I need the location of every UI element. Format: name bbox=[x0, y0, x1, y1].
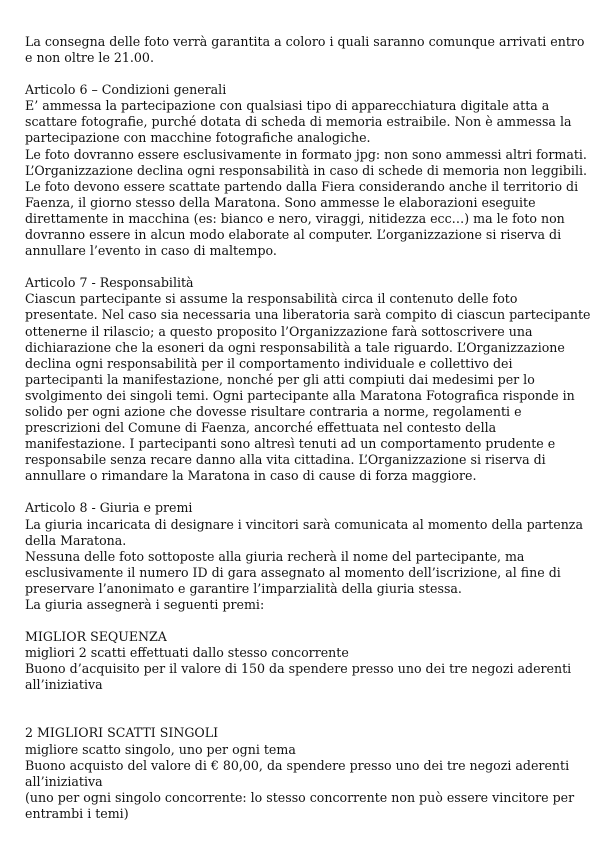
article-8-paragraph-3: La giuria assegnerà i seguenti premi: bbox=[25, 597, 265, 612]
article-6-paragraph-1: E’ ammessa la partecipazione con qualsiasi tipo di apparecchiatura digitale atta a scattare fotografie, purché dotata di scheda di memoria estraibile. Non è ammessa la partecipazione con macchine fotografiche analogiche. bbox=[25, 98, 572, 146]
article-8-paragraph-1: La giuria incaricata di designare i vincitori sarà comunicata al momento della partenza della Maratona. bbox=[25, 516, 583, 548]
prize-2-title: 2 MIGLIORI SCATTI SINGOLI bbox=[25, 725, 219, 741]
document-page bbox=[25, 34, 593, 822]
article-8-heading: Articolo 8 - Giuria e premi bbox=[25, 500, 193, 516]
prize-2-note: (uno per ogni singolo concorrente: lo stesso concorrente non può essere vincitore per entrambi i temi) bbox=[25, 789, 575, 821]
article-6-heading: Articolo 6 – Condizioni generali bbox=[25, 82, 227, 98]
prize-2-voucher: Buono acquisto del valore di € 80,00, da spendere presso uno dei tre negozi aderenti all’iniziativa bbox=[25, 757, 570, 789]
prize-1-description: migliori 2 scatti effettuati dallo stesso concorrente bbox=[25, 645, 349, 661]
article-8-paragraph-2: Nessuna delle foto sottoposte alla giuria recherà il nome del partecipante, ma esclusivamente il numero ID di gara assegnato al momento dell’iscrizione, al fine di preservare l’anonimato e garantire l’imparzialità della giuria stessa. bbox=[25, 548, 561, 596]
article-6-paragraph-2: Le foto dovranno essere esclusivamente in formato jpg: non sono ammessi altri formati. L’Organizzazione declina ogni responsabilità in caso di schede di memoria non leggibili. Le foto devono essere scattate partendo dalla Fiera considerando anche il territorio di Faenza, il giorno stesso della Maratona. Sono ammesse le elaborazioni eseguite direttamente in macchina (es: bianco e nero, viraggi, nitidezza ecc…) ma le foto non dovranno essere in alcun modo elaborate al computer. L’organizzazione si riserva di annullare l’evento in caso di maltempo. bbox=[25, 146, 588, 259]
prize-2-description: migliore scatto singolo, uno per ogni tema bbox=[25, 741, 296, 757]
article-7-heading: Articolo 7 - Responsabilità bbox=[25, 275, 194, 291]
prize-1-voucher: Buono d’acquisito per il valore di 150 da spendere presso uno dei tre negozi aderenti all’iniziativa bbox=[25, 661, 572, 693]
article-7-paragraph: Ciascun partecipante si assume la responsabilità circa il contenuto delle foto presentate. Nel caso sia necessaria una liberatoria sarà compito di ciascun partecipante ottenerne il rilascio; a questo proposito l’Organizzazione farà sottoscrivere una dichiarazione che la esoneri da ogni responsabilità a tale riguardo. L’Organizzazione declina ogni responsabilità per il comportamento individuale e collettivo dei partecipanti la manifestazione, nonché per gli atti compiuti dai medesimi per lo svolgimento dei singoli temi. Ogni partecipante alla Maratona Fotografica risponde in solido per ogni azione che dovesse risultare contraria a norme, regolamenti e prescrizioni del Comune di Faenza, ancorché effettuata nel contesto della manifestazione. I partecipanti sono altresì tenuti ad un comportamento prudente e responsabile senza recare danno alla vita cittadina. L’Organizzazione si riserva di annullare o rimandare la Maratona in caso di cause di forza maggiore. bbox=[25, 291, 591, 484]
intro-paragraph: La consegna delle foto verrà garantita a coloro i quali saranno comunque arrivati entro e non oltre le 21.00. bbox=[25, 34, 585, 66]
prize-1-title: MIGLIOR SEQUENZA bbox=[25, 629, 167, 645]
